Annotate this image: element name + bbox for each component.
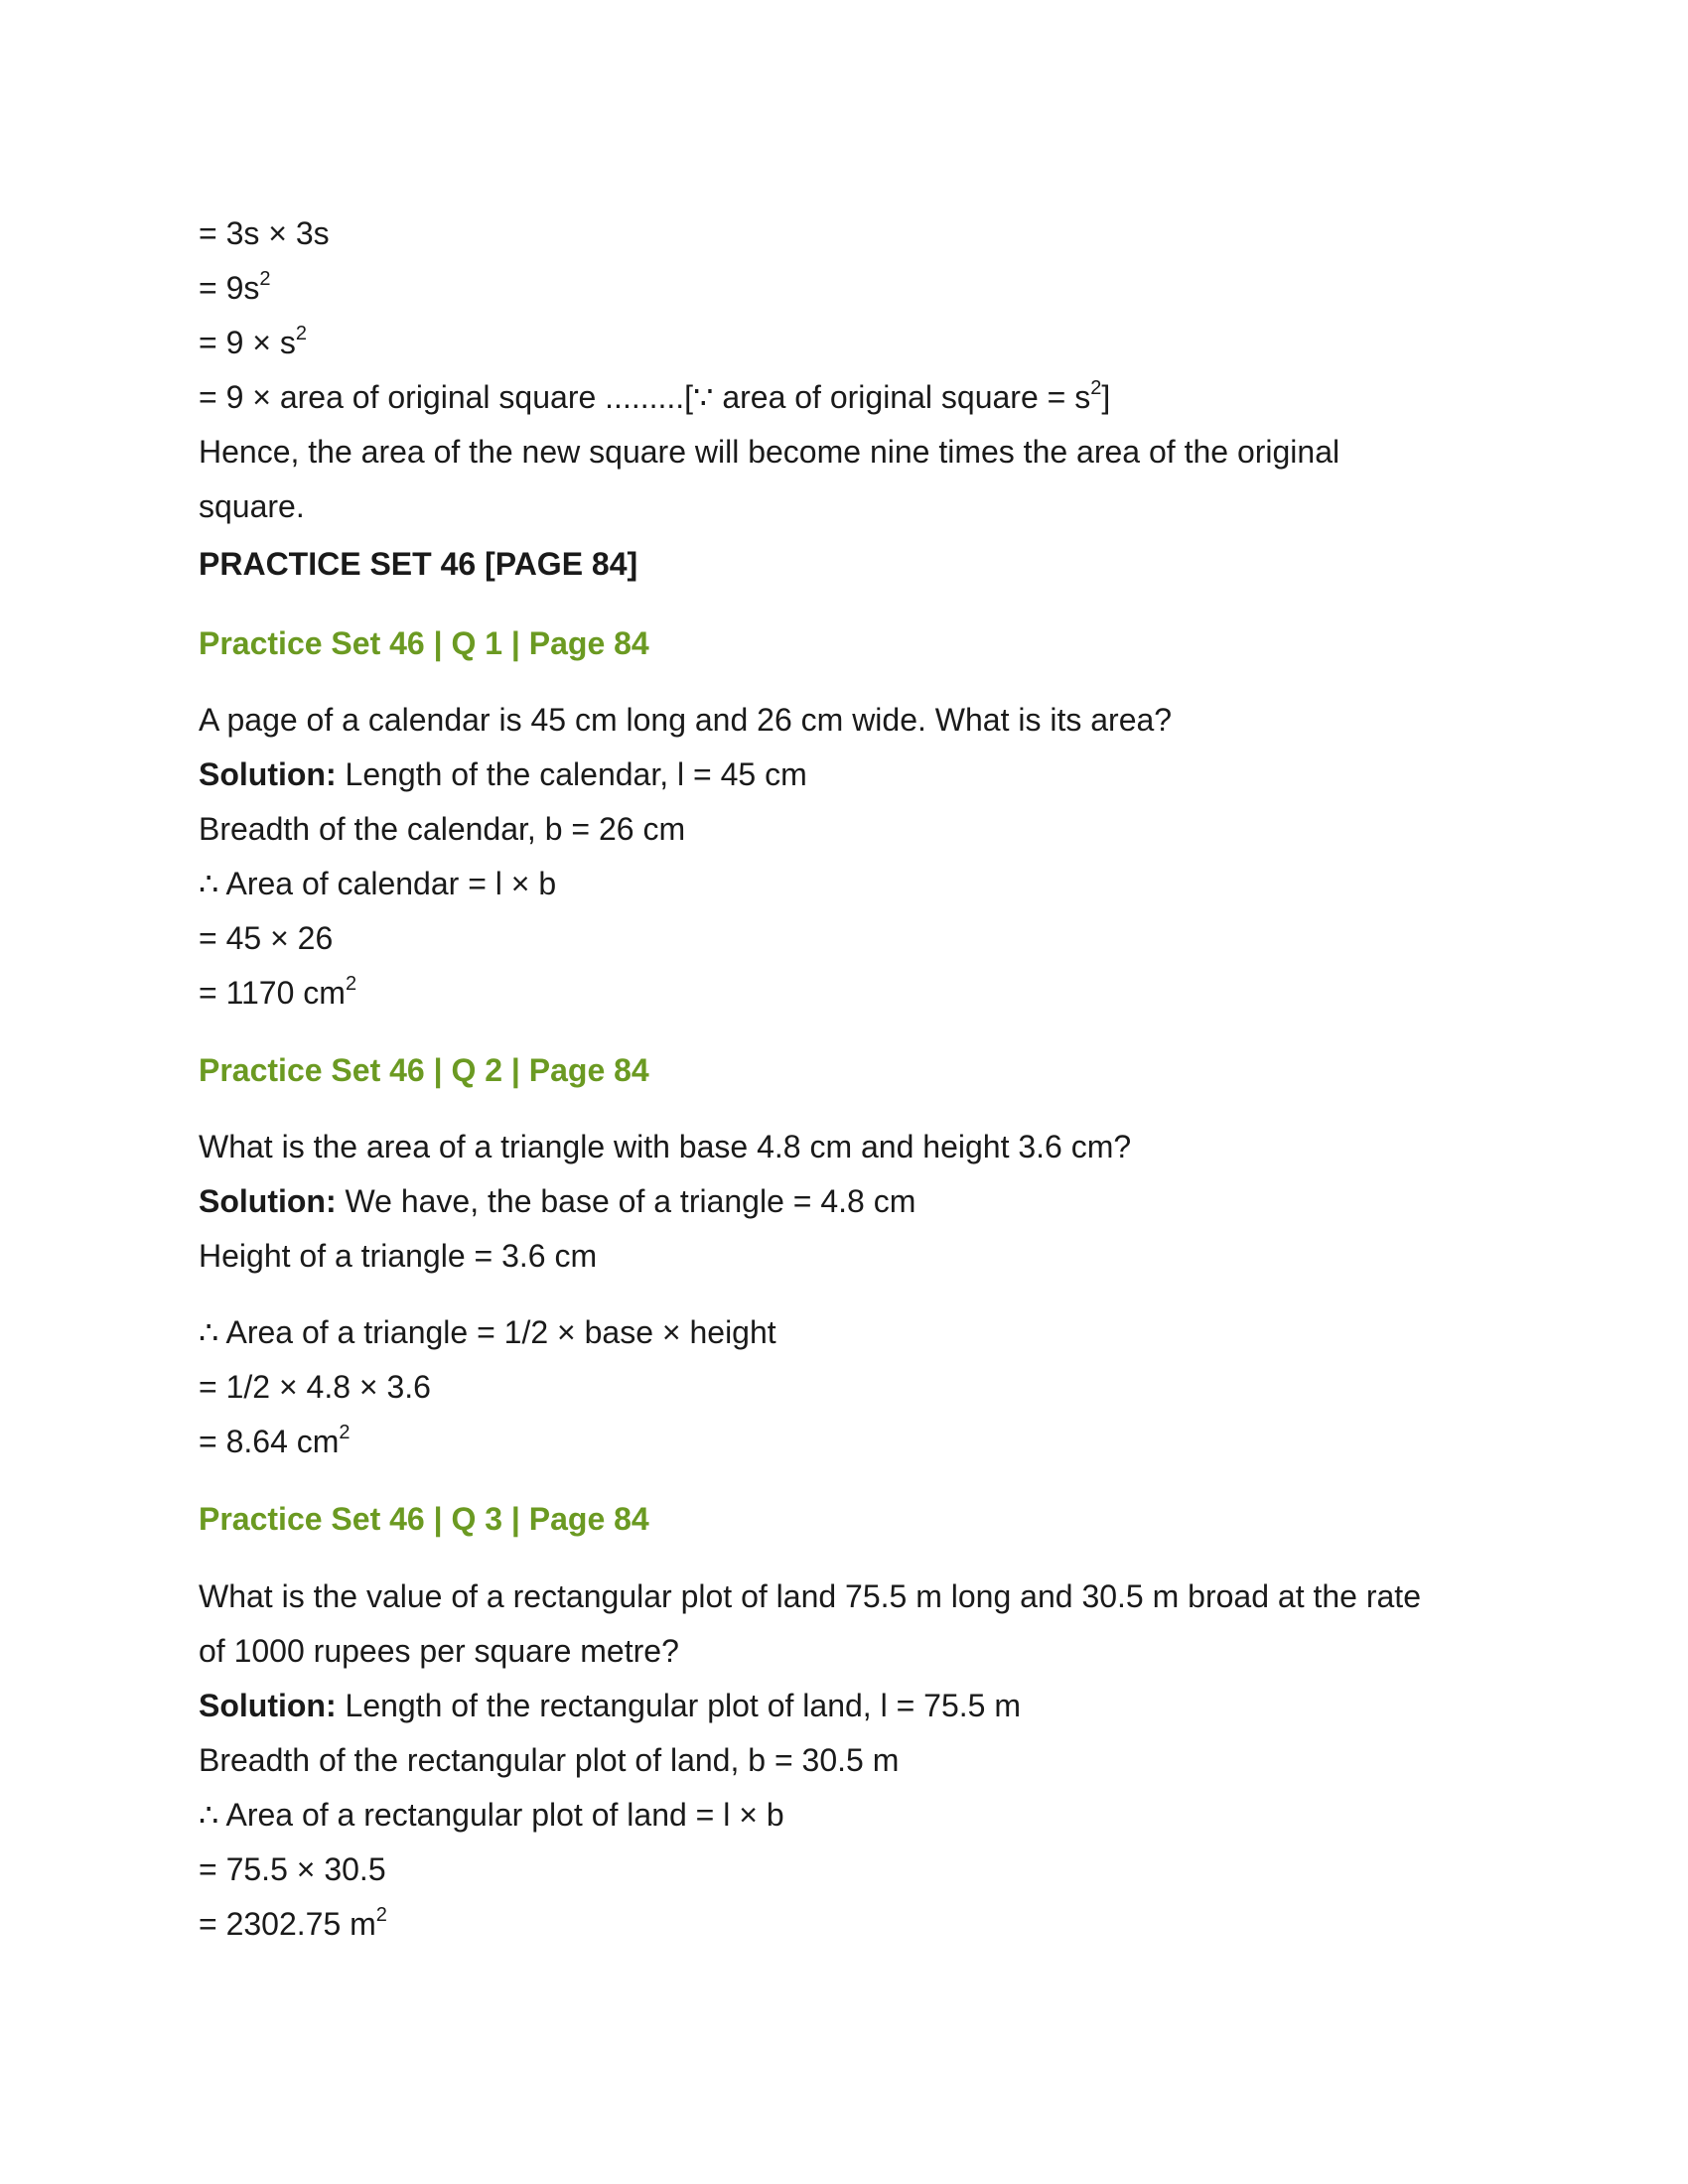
- text: = 3s × 3s: [199, 215, 330, 251]
- question-text-3-line-1: What is the value of a rectangular plot of land 75.5 m long and 30.5 m broad at the rate: [199, 1578, 1421, 1614]
- superscript: 2: [339, 1422, 351, 1443]
- superscript: 2: [345, 973, 357, 995]
- text: = 9 × area of original square .........[∵ area of original square = s: [199, 379, 1091, 415]
- text: Hence, the area of the new square will become nine times the area of the original: [199, 434, 1340, 470]
- solution-line-2: Breadth of the rectangular plot of land, b = 30.5 m: [199, 1742, 900, 1778]
- question-text-2: What is the area of a triangle with base 4.8 cm and height 3.6 cm?: [199, 1129, 1132, 1164]
- solution-label: Solution:: [199, 1688, 337, 1723]
- text: = 9 × s: [199, 325, 296, 360]
- solution-line-4: = 75.5 × 30.5: [199, 1851, 386, 1887]
- solution-label: Solution:: [199, 1183, 337, 1219]
- text: square.: [199, 488, 305, 524]
- solution-line-5: [199, 1422, 351, 1461]
- solution-line-3: ∴ Area of a rectangular plot of land = l × b: [199, 1797, 784, 1833]
- prev-line-4: [199, 377, 1110, 417]
- prev-line-5: [199, 432, 1339, 472]
- superscript: 2: [1090, 377, 1102, 399]
- solution-line-5: [199, 973, 356, 1013]
- text: Length of the rectangular plot of land, l = 75.5 m: [336, 1688, 1021, 1723]
- question-heading-2[interactable]: Practice Set 46 | Q 2 | Page 84: [199, 1052, 649, 1088]
- question-text-1: A page of a calendar is 45 cm long and 26 cm wide. What is its area?: [199, 702, 1173, 738]
- solution-line-1: [199, 754, 807, 794]
- question-text-3-line-2: of 1000 rupees per square metre?: [199, 1633, 679, 1669]
- prev-line-6: [199, 486, 305, 526]
- text: = 9s: [199, 270, 260, 306]
- solution-line-2: Breadth of the calendar, b = 26 cm: [199, 811, 686, 847]
- question-heading-3[interactable]: Practice Set 46 | Q 3 | Page 84: [199, 1501, 649, 1537]
- section-title: PRACTICE SET 46 [PAGE 84]: [199, 546, 638, 582]
- text: ]: [1101, 379, 1111, 415]
- solution-line-1: [199, 1686, 1021, 1725]
- solution-line-5: [199, 1904, 387, 1944]
- text: = 8.64 cm: [199, 1424, 340, 1459]
- prev-line-3: [199, 323, 307, 362]
- text: = 1170 cm: [199, 975, 346, 1011]
- text: = 2302.75 m: [199, 1906, 376, 1942]
- solution-line-3: ∴ Area of a triangle = 1/2 × base × height: [199, 1314, 776, 1350]
- prev-line-1: [199, 213, 330, 253]
- text: Length of the calendar, l = 45 cm: [336, 756, 807, 792]
- text: We have, the base of a triangle = 4.8 cm: [336, 1183, 916, 1219]
- superscript: 2: [259, 268, 271, 290]
- question-heading-1[interactable]: Practice Set 46 | Q 1 | Page 84: [199, 625, 649, 661]
- solution-line-4: = 1/2 × 4.8 × 3.6: [199, 1369, 431, 1405]
- solution-label: Solution:: [199, 756, 337, 792]
- solution-line-3: ∴ Area of calendar = l × b: [199, 866, 557, 901]
- solution-line-2: Height of a triangle = 3.6 cm: [199, 1238, 598, 1274]
- prev-line-2: [199, 268, 271, 308]
- solution-line-1: [199, 1181, 915, 1221]
- superscript: 2: [375, 1904, 387, 1926]
- superscript: 2: [295, 323, 307, 344]
- solution-line-4: = 45 × 26: [199, 920, 334, 956]
